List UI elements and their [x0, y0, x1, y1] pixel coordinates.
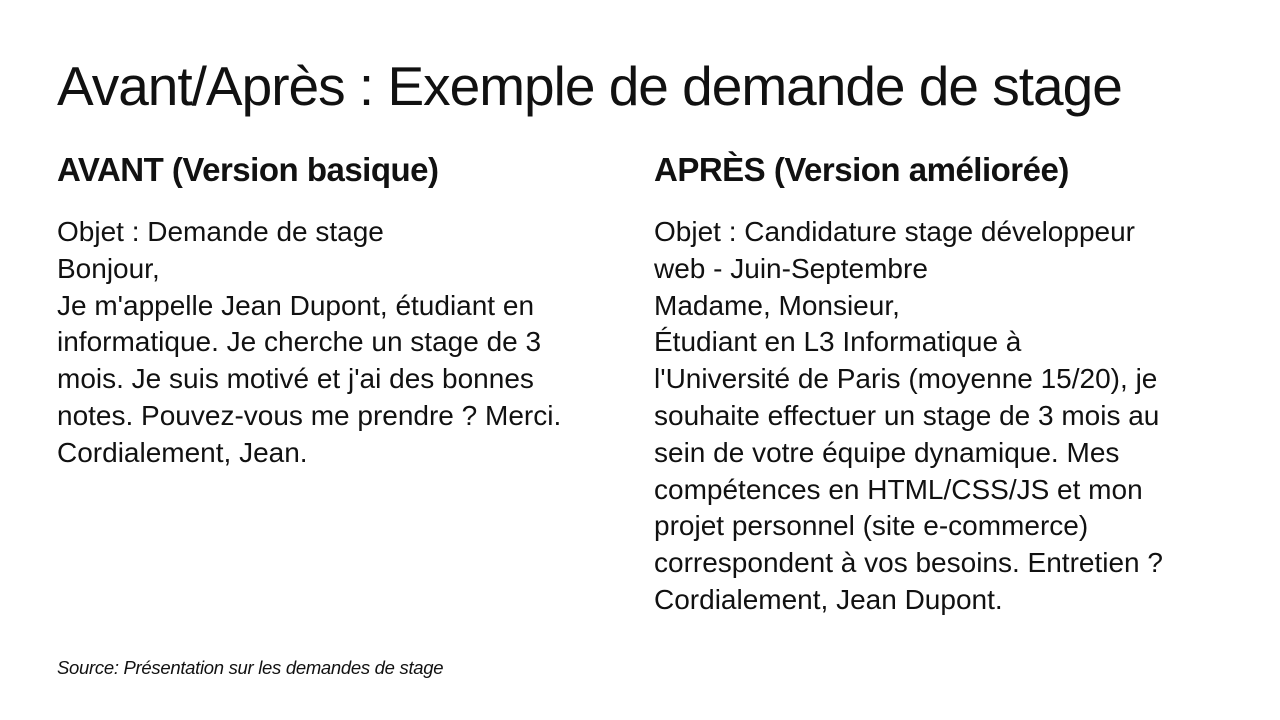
before-column [57, 148, 582, 472]
before-letter-text: Objet : Demande de stage Bonjour, Je m'appelle Jean Dupont, étudiant en informatique. Je cherche un stage de 3 mois. Je suis motivé et j'ai des bonnes notes. Pouvez-vous me prendre ? Merci. Cordialement, Jean. [57, 216, 562, 468]
before-heading: AVANT (Version basique) [57, 151, 439, 188]
after-heading: APRÈS (Version améliorée) [654, 151, 1069, 188]
source-note: Source: Présentation sur les demandes de stage [57, 657, 444, 678]
after-letter-text: Objet : Candidature stage développeur web - Juin-Septembre Madame, Monsieur, Étudiant en L3 Informatique à l'Université de Paris (moyenne 15/20), je souhaite effectuer un stage de 3 mois au sein de votre équipe dynamique. Mes compétences en HTML/CSS/JS et mon projet personnel (site e-commerce) correspondent à vos besoins. Entretien ? Cordialement, Jean Dupont. [654, 216, 1163, 615]
slide-title: Avant/Après : Exemple de demande de stage [57, 55, 1122, 117]
after-column [654, 148, 1164, 619]
